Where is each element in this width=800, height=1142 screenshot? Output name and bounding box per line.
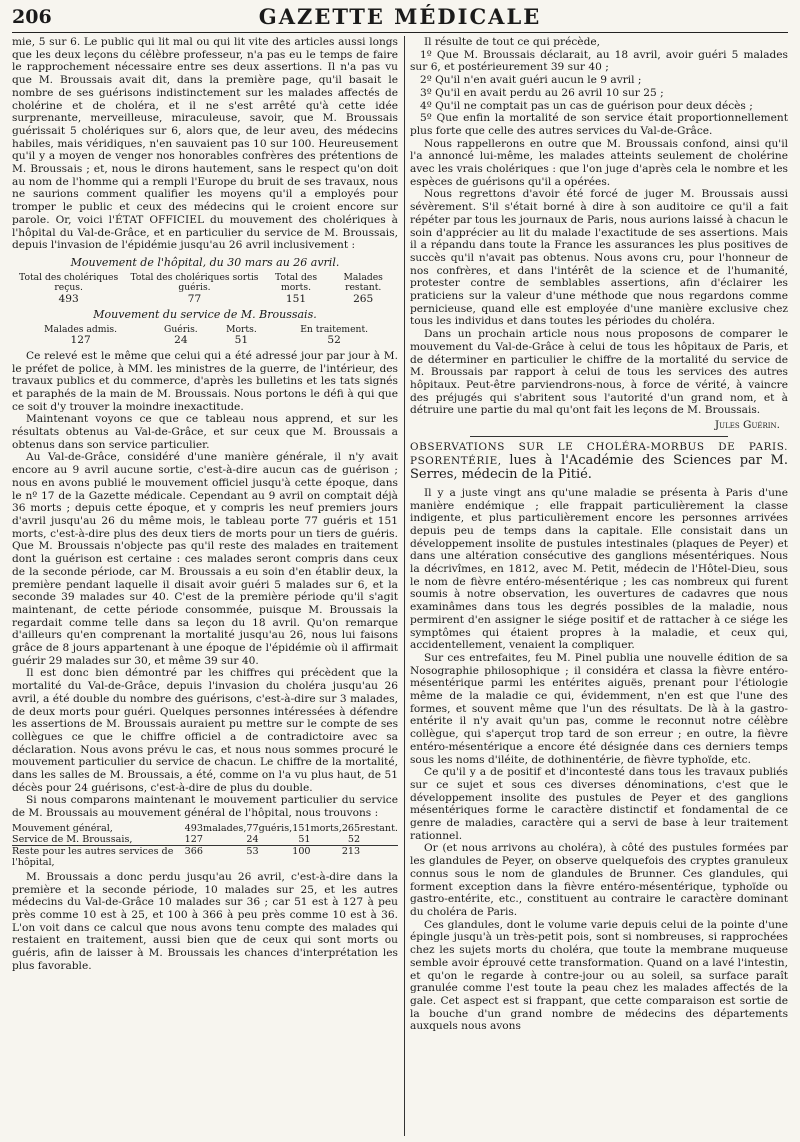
list-item: 5º Que enfin la mortalité de son service était proportionnellement plus forte que celle des autres services du Val-de-Grâce. (410, 112, 788, 137)
paragraph: Il résulte de tout ce qui précède, (424, 36, 600, 48)
table-cell: 493 (184, 822, 203, 834)
table-cell: morts, (310, 822, 342, 834)
hospital-movement-table (12, 273, 398, 305)
list-item: 2º Qu'il n'en avait guéri aucun le 9 avril ; (420, 74, 642, 87)
table-cell: 24 (246, 833, 259, 845)
conclusion-list (410, 49, 788, 138)
paragraph: Au Val-de-Grâce, considéré d'une manière générale, il n'y avait encore au 9 avril aucune sortie, c'est-à-dire aucun cas de guérison ; nous en avons publié le mouvement officiel jusqu'à cette époque, dans le nº 17 de la Gazette médicale. Cependant au 9 avril on comptait déjà 36 morts ; depuis cette époque, et y compris les neuf premiers jours d'avril jusqu'au 26 du même mois, le tableau porte 77 guéris et 151 morts, c'est-à-dire plus des deux tiers de morts pour un tiers de guéris. Que M. Broussais n'objecte pas qu'il reste des malades en traitement dont la guérison est certaine : ces malades seront compris dans ceux de la seconde période, car M. Broussais a eu soin d'en établir deux, la première pendant laquelle il disait avoir guéri 5 malades sur 6, et la seconde 39 malades sur 40. C'est de la première période qu'il s'agit maintenant, de cette période consommée, puisque M. Broussais la regardait comme telle dans sa leçon du 18 avril. Qu'on remarque d'ailleurs qu'en comprenant la mortalité jusqu'au 26, nous lui faisons grâce de 8 jours appartenant à une époque de l'épidémie où il affirmait guérir 29 malades sur 30, et même 39 sur 40. (12, 451, 398, 667)
column-divider (404, 36, 405, 1136)
row-label: Mouvement général, (12, 822, 113, 834)
table-cell: 77 (246, 822, 259, 834)
paragraph: Ces glandules, dont le volume varie depuis celui de la pointe d'une épingle jusqu'à un très-petit pois, sont si nombreuses, si rapprochées chez les sujets morts du choléra, que toute la membrane muqueuse semble avoir éprouvé cette transformation. Quand on a lavé l'intestin, et qu'on le regarde à contre-jour ou au soleil, sa surface paraît granulée comme l'est toute la peau chez les malades affectés de la gale. Cet aspect est si frappant, que cette comparaison est sortie de la bouche d'un grand nombre de médecins des départements auxquels nous avons (410, 918, 788, 1033)
page-number: 206 (12, 6, 52, 28)
table-cell: 127 (70, 334, 91, 347)
table-cell: 127 (184, 833, 203, 845)
table-cell: 151 (292, 822, 311, 834)
left-column (12, 36, 398, 1136)
table-cell: 52 (347, 833, 361, 845)
table-header: Malades admis. (44, 323, 118, 335)
table-cell: 100 (292, 845, 311, 857)
table-title: Mouvement du service de M. Broussais. (93, 308, 317, 322)
table-cell: 265 (353, 292, 374, 305)
table-header: Morts. (226, 323, 257, 335)
paragraph: Si nous comparons maintenant le mouvement particulier du service de M. Broussais au mouvement général de l'hôpital, nous trouvons : (12, 794, 398, 820)
paragraph: Nous regrettons d'avoir été forcé de juger M. Broussais aussi sévèrement. S'il s'était borné à dire à son auditoire ce qu'il a fait répéter par tous les journaux de Paris, nous aurions laissé à chacun le soin d'apprécier au lit du malade l'exactitude de ses assertions. Mais il a répandu dans toute la France les assurances les plus positives de succès qu'il n'avait pas obtenus. Nous avons cru, pour l'honneur de nos confrères, et dans l'intérêt de la science et de l'humanité, protester contre de semblables assertions, afin d'éclairer les praticiens sur la valeur d'une méthode que nous regardons comme pernicieuse, quand elle est employée d'une manière exclusive chez tous les individus et dans toutes les périodes du choléra. (410, 188, 788, 328)
row-label: Service de M. Broussais, (12, 833, 133, 845)
article-title-rest: lues à l'Académie des Sciences par M. Serres, médecin de la Pitié. (410, 452, 788, 482)
paragraph: Or (et nous arrivons au choléra), à côté des pustules formées par les glandules de Peyer, on observe quelquefois des cryptes granuleux connus sous le nom de glandules de Brunner. Ces glandules, qui forment exception dans la fièvre entéro-mésentérique, typhoïde ou gastro-entérite, etc., constituent au contraire le caractère dominant du choléra de Paris. (410, 842, 788, 918)
running-title: GAZETTE MÉDICALE (258, 4, 542, 29)
table-cell: 53 (246, 845, 259, 857)
paragraph: Ce qu'il y a de positif et d'incontesté dans tous les travaux publiés sur ce sujet et sous ces diverses dénominations, c'est que le développement insolite des pustules de Peyer et des ganglions mésentériques forme le caractère distinctif et fondamental de ce genre de maladies, caractère qui a servi de base à leur traitement rationnel. (410, 766, 788, 842)
author-signature: Jules Guérin. (714, 419, 780, 432)
paragraph: mie, 5 sur 6. Le public qui lit mal ou qui lit vite des articles aussi longs que les deux leçons du célèbre professeur, n'a pas eu le temps de faire le rapprochement nécessaire entre ses deux assertions. Il n'a pas vu que M. Broussais avait dit, dans la première page, qu'il basait le nombre de ses guérisons indistinctement sur les malades affectés de cholérine et de choléra, et il ne s'est arrêté qu'à cette idée surprenante, merveilleuse, miraculeuse, savoir, que M. Broussais guérissait 5 cholériques sur 6, alors que, de leur aveu, des médecins habiles, mais véridiques, n'en sauvaient pas 10 sur 100. Heureusement qu'il y a moyen de venger nos honorables confrères des prétentions de M. Broussais ; et, nous le dirons hautement, sans le respect qu'on doit au nom de l'homme qui a rempli l'Europe du bruit de ses travaux, nous ne saurions comment qualifier les moyens qu'il a employés pour tromper le public et ceux des médecins qui le croient encore sur parole. Or, voici l'ÉTAT OFFICIEL du mouvement des cholériques à l'hôpital du Val-de-Grâce, et en particulier du service de M. Broussais, depuis l'invasion de l'épidémie jusqu'au 26 avril inclusivement : (12, 36, 398, 252)
paragraph: Sur ces entrefaites, feu M. Pinel publia une nouvelle édition de sa Nosographie philosophique ; il considéra et classa la fièvre entéro-mésentérique parmi les entérites aiguës, prenant pour l'étiologie même de la maladie ce qui, évidemment, n'en est que l'une des formes, et souvent même que l'un des résultats. De là à la gastro-entérite il n'y avait qu'un pas, comme le reconnut notre célèbre collègue, qui s'aperçut trop tard de son erreur ; en outre, la fièvre entéro-mésentérique a encore été désignée dans ces derniers temps sous les noms d'iléite, de dothinentérie, de fièvre typhoïde, etc. (410, 651, 788, 766)
table-cell: 51 (298, 833, 311, 845)
table-header: Total des cholériques sortis guéris. (130, 271, 259, 294)
page-header (0, 0, 800, 30)
table-cell: 366 (184, 845, 203, 857)
table-cell: malades, (202, 822, 247, 834)
list-item: 3º Qu'il en avait perdu au 26 avril 10 sur 25 ; (420, 86, 664, 99)
comparison-table (12, 823, 398, 868)
paragraph: Il y a juste vingt ans qu'une maladie se présenta à Paris d'une manière endémique ; elle frappait particulièrement la classe indigente, et plus particulièrement encore les personnes arrivées depuis peu de temps dans la capitale. Elle consistait dans un développement insolite de pustules intestinales (plaques de Peyer) et dans une altération consécutive des ganglions mésentériques. Nous la décrivîmes, en 1812, avec M. Petit, médecin de l'Hôtel-Dieu, sous le nom de fièvre entéro-mésentérique ; les cas nombreux qui furent soumis à notre observation, les ouvertures de cadavres que nous examinâmes dans tous les degrés possibles de la maladie, nous permirent d'en assigner le siége positif et de rattacher à ce siége les symptômes qui étaient propres à la maladie, et ceux qui, accidentellement, venaient la compliquer. (410, 486, 788, 652)
table-cell: 265 (341, 822, 361, 834)
paragraph: Maintenant voyons ce que ce tableau nous apprend, et sur les résultats obtenus au Val-de-Grâce, et sur ceux que M. Broussais a obtenus dans son service particulier. (12, 413, 398, 451)
table-header: Total des cholériques reçus. (19, 271, 119, 294)
table-header: Malades restant. (343, 271, 383, 294)
right-column (410, 36, 788, 1136)
table-header: Guéris. (164, 323, 198, 335)
list-item: 4º Qu'il ne comptait pas un cas de guérison pour deux décès ; (420, 99, 753, 112)
paragraph: Nous rappellerons en outre que M. Broussais confond, ainsi qu'il l'a annoncé lui-même, les malades atteints seulement de cholérine avec les vrais cholériques : que l'on juge d'après cela le nombre et les espèces de guérisons qu'il a opérées. (410, 137, 788, 188)
table-cell: 24 (174, 334, 188, 347)
header-rule (12, 32, 788, 33)
table-cell: 51 (234, 334, 249, 347)
service-movement-table (12, 325, 398, 346)
row-label: Reste pour les autres services de l'hôpital, (12, 845, 174, 868)
table-header: Total des morts. (275, 271, 318, 294)
table-cell: 213 (341, 845, 361, 857)
article-title (410, 441, 788, 482)
paragraph: Dans un prochain article nous nous proposons de comparer le mouvement du Val-de-Grâce à celui de tous les hôpitaux de Paris, et de déterminer en particulier le chiffre de la mortalité du service de M. Broussais par rapport à celui de tous les services des autres hôpitaux. Peut-être parviendrons-nous, à force de vérité, à vaincre des préjugés qui s'abritent sous l'autorité d'un grand nom, et à détruire une partie du mal qu'ont fait les leçons de M. Broussais. (410, 328, 788, 417)
paragraph: Il est donc bien démontré par les chiffres qui précèdent que la mortalité du Val-de-Grâce, depuis l'invasion du choléra jusqu'au 26 avril, a été double du nombre des guérisons, c'est-à-dire sur 3 malades, de deux morts pour guéri. Quelques personnes intéressées à défendre les assertions de M. Broussais auraient pu mettre sur le compte de ses collègues ce que le chiffre officiel a de contradictoire avec sa déclaration. Nous avons prévu le cas, et nous nous sommes procuré le mouvement particulier du service de chacun. Le chiffre de la mortalité, dans les salles de M. Broussais, a été, comme on l'a vu plus haut, de 51 décès pour 24 guérisons, c'est-à-dire de plus du double. (12, 667, 398, 794)
paragraph: M. Broussais a donc perdu jusqu'au 26 avril, c'est-à-dire dans la première et la seconde période, 10 malades sur 25, et les autres médecins du Val-de-Grâce 10 malades sur 36 ; car 51 est à 127 à peu près comme 10 est à 25, et 100 à 366 à peu près comme 10 est à 36. L'on voit dans ce calcul que nous avons tenu compte des malades qui restaient en traitement, aussi bien que de ceux qui sont morts ou guéris, afin de laisser à M. Broussais les chances d'interprétation les plus favorable. (12, 870, 398, 972)
table-cell: 493 (58, 292, 79, 305)
table-cell: 151 (285, 292, 307, 305)
section-separator (470, 436, 728, 437)
table-title: Mouvement de l'hôpital, du 30 mars au 26 avril. (70, 255, 340, 269)
table-cell: 77 (187, 292, 202, 305)
table-header: En traitement. (300, 323, 369, 335)
table-cell: restant. (360, 822, 398, 834)
article-title-caps: OBSERVATIONS SUR LE CHOLÉRA-MORBUS DE PARIS. PSORENTÉRIE, (410, 440, 788, 467)
table-cell: 52 (327, 334, 341, 347)
paragraph: Ce relevé est le même que celui qui a été adressé jour par jour à M. le préfet de police, à MM. les ministres de la guerre, de l'intérieur, des travaux publics et du commerce, d'après les bulletins et les tats signés et paraphés de la main de M. Broussais. Nous portons le défi à qui que ce soit d'y trouver la moindre inexactitude. (12, 349, 398, 413)
table-cell: guéris, (258, 822, 293, 834)
list-item: 1º Que M. Broussais déclarait, au 18 avril, avoir guéri 5 malades sur 6, et postérieurement 39 sur 40 ; (410, 48, 788, 74)
